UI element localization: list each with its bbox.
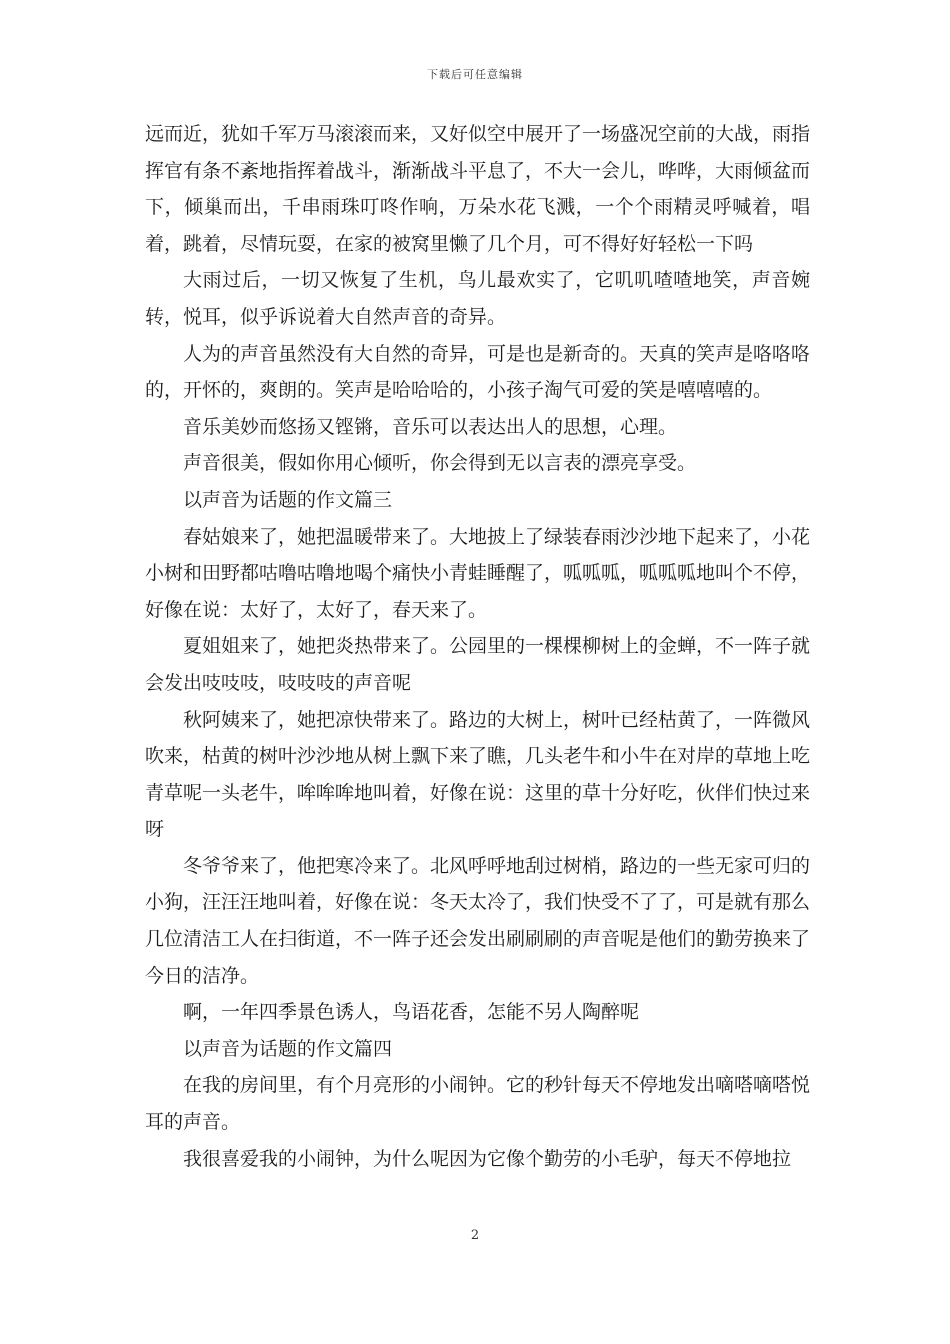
paragraph: 以声音为话题的作文篇四	[183, 1037, 393, 1060]
paragraph: 在我的房间里，有个月亮形的小闹钟。它的秒针每天不停地发出嘀嗒嘀嗒悦耳的声音。	[145, 1074, 811, 1134]
paragraph: 我很喜爱我的小闹钟，为什么呢因为它像个勤劳的小毛驴，每天不停地拉	[183, 1147, 792, 1170]
document-body	[145, 116, 810, 1177]
paragraph: 大雨过后，一切又恢复了生机，鸟儿最欢实了，它叽叽喳喳地笑，声音婉转，悦耳，似乎诉说着大自然声音的奇异。	[145, 269, 810, 328]
page-header: 下载后可任意编辑	[427, 68, 523, 81]
paragraph: 冬爷爷来了，他把寒冷来了。北风呼呼地刮过树梢，路边的一些无家可归的小狗，汪汪汪地叫着，好像在说：冬天太冷了，我们快受不了了，可是就有那么几位清洁工人在扫街道，不一阵子还会发出刷刷刷的声音呢是他们的勤劳换来了今日的洁净。	[145, 854, 811, 987]
paragraph: 秋阿姨来了，她把凉快带来了。路边的大树上，树叶已经枯黄了，一阵微风吹来，枯黄的树叶沙沙地从树上飘下来了瞧，几头老牛和小牛在对岸的草地上吃青草呢一头老牛，哞哞哞地叫着，好像在说：这里的草十分好吃，伙伴们快过来呀	[145, 708, 811, 841]
page-number: 2	[470, 1228, 480, 1243]
paragraph: 远而近，犹如千军万马滚滚而来，又好似空中展开了一场盛况空前的大战，雨指挥官有条不紊地指挥着战斗，渐渐战斗平息了，不大一会儿，哗哗，大雨倾盆而下，倾巢而出，千串雨珠叮咚作响，万朵水花飞溅，一个个雨精灵呼喊着，唱着，跳着，尽情玩耍，在家的被窝里懒了几个月，可不得好好轻松一下吗	[145, 123, 811, 255]
paragraph: 声音很美，假如你用心倾听，你会得到无以言表的漂亮享受。	[183, 452, 697, 475]
paragraph: 夏姐姐来了，她把炎热带来了。公园里的一棵棵柳树上的金蝉，不一阵子就会发出吱吱吱，吱吱吱的声音呢	[145, 635, 811, 694]
paragraph: 人为的声音虽然没有大自然的奇异，可是也是新奇的。天真的笑声是咯咯咯的，开怀的，爽朗的。笑声是哈哈哈的，小孩子淘气可爱的笑是嘻嘻嘻的。	[145, 342, 811, 402]
paragraph: 以声音为话题的作文篇三	[183, 488, 393, 511]
paragraph: 春姑娘来了，她把温暖带来了。大地披上了绿装春雨沙沙地下起来了，小花小树和田野都咕噜咕噜地喝个痛快小青蛙睡醒了，呱呱呱，呱呱呱地叫个不停，好像在说：太好了，太好了，春天来了。	[145, 525, 811, 621]
paragraph: 音乐美妙而悠扬又铿锵，音乐可以表达出人的思想，心理。	[183, 415, 678, 438]
paragraph: 啊，一年四季景色诱人，鸟语花香，怎能不另人陶醉呢	[183, 1001, 640, 1024]
